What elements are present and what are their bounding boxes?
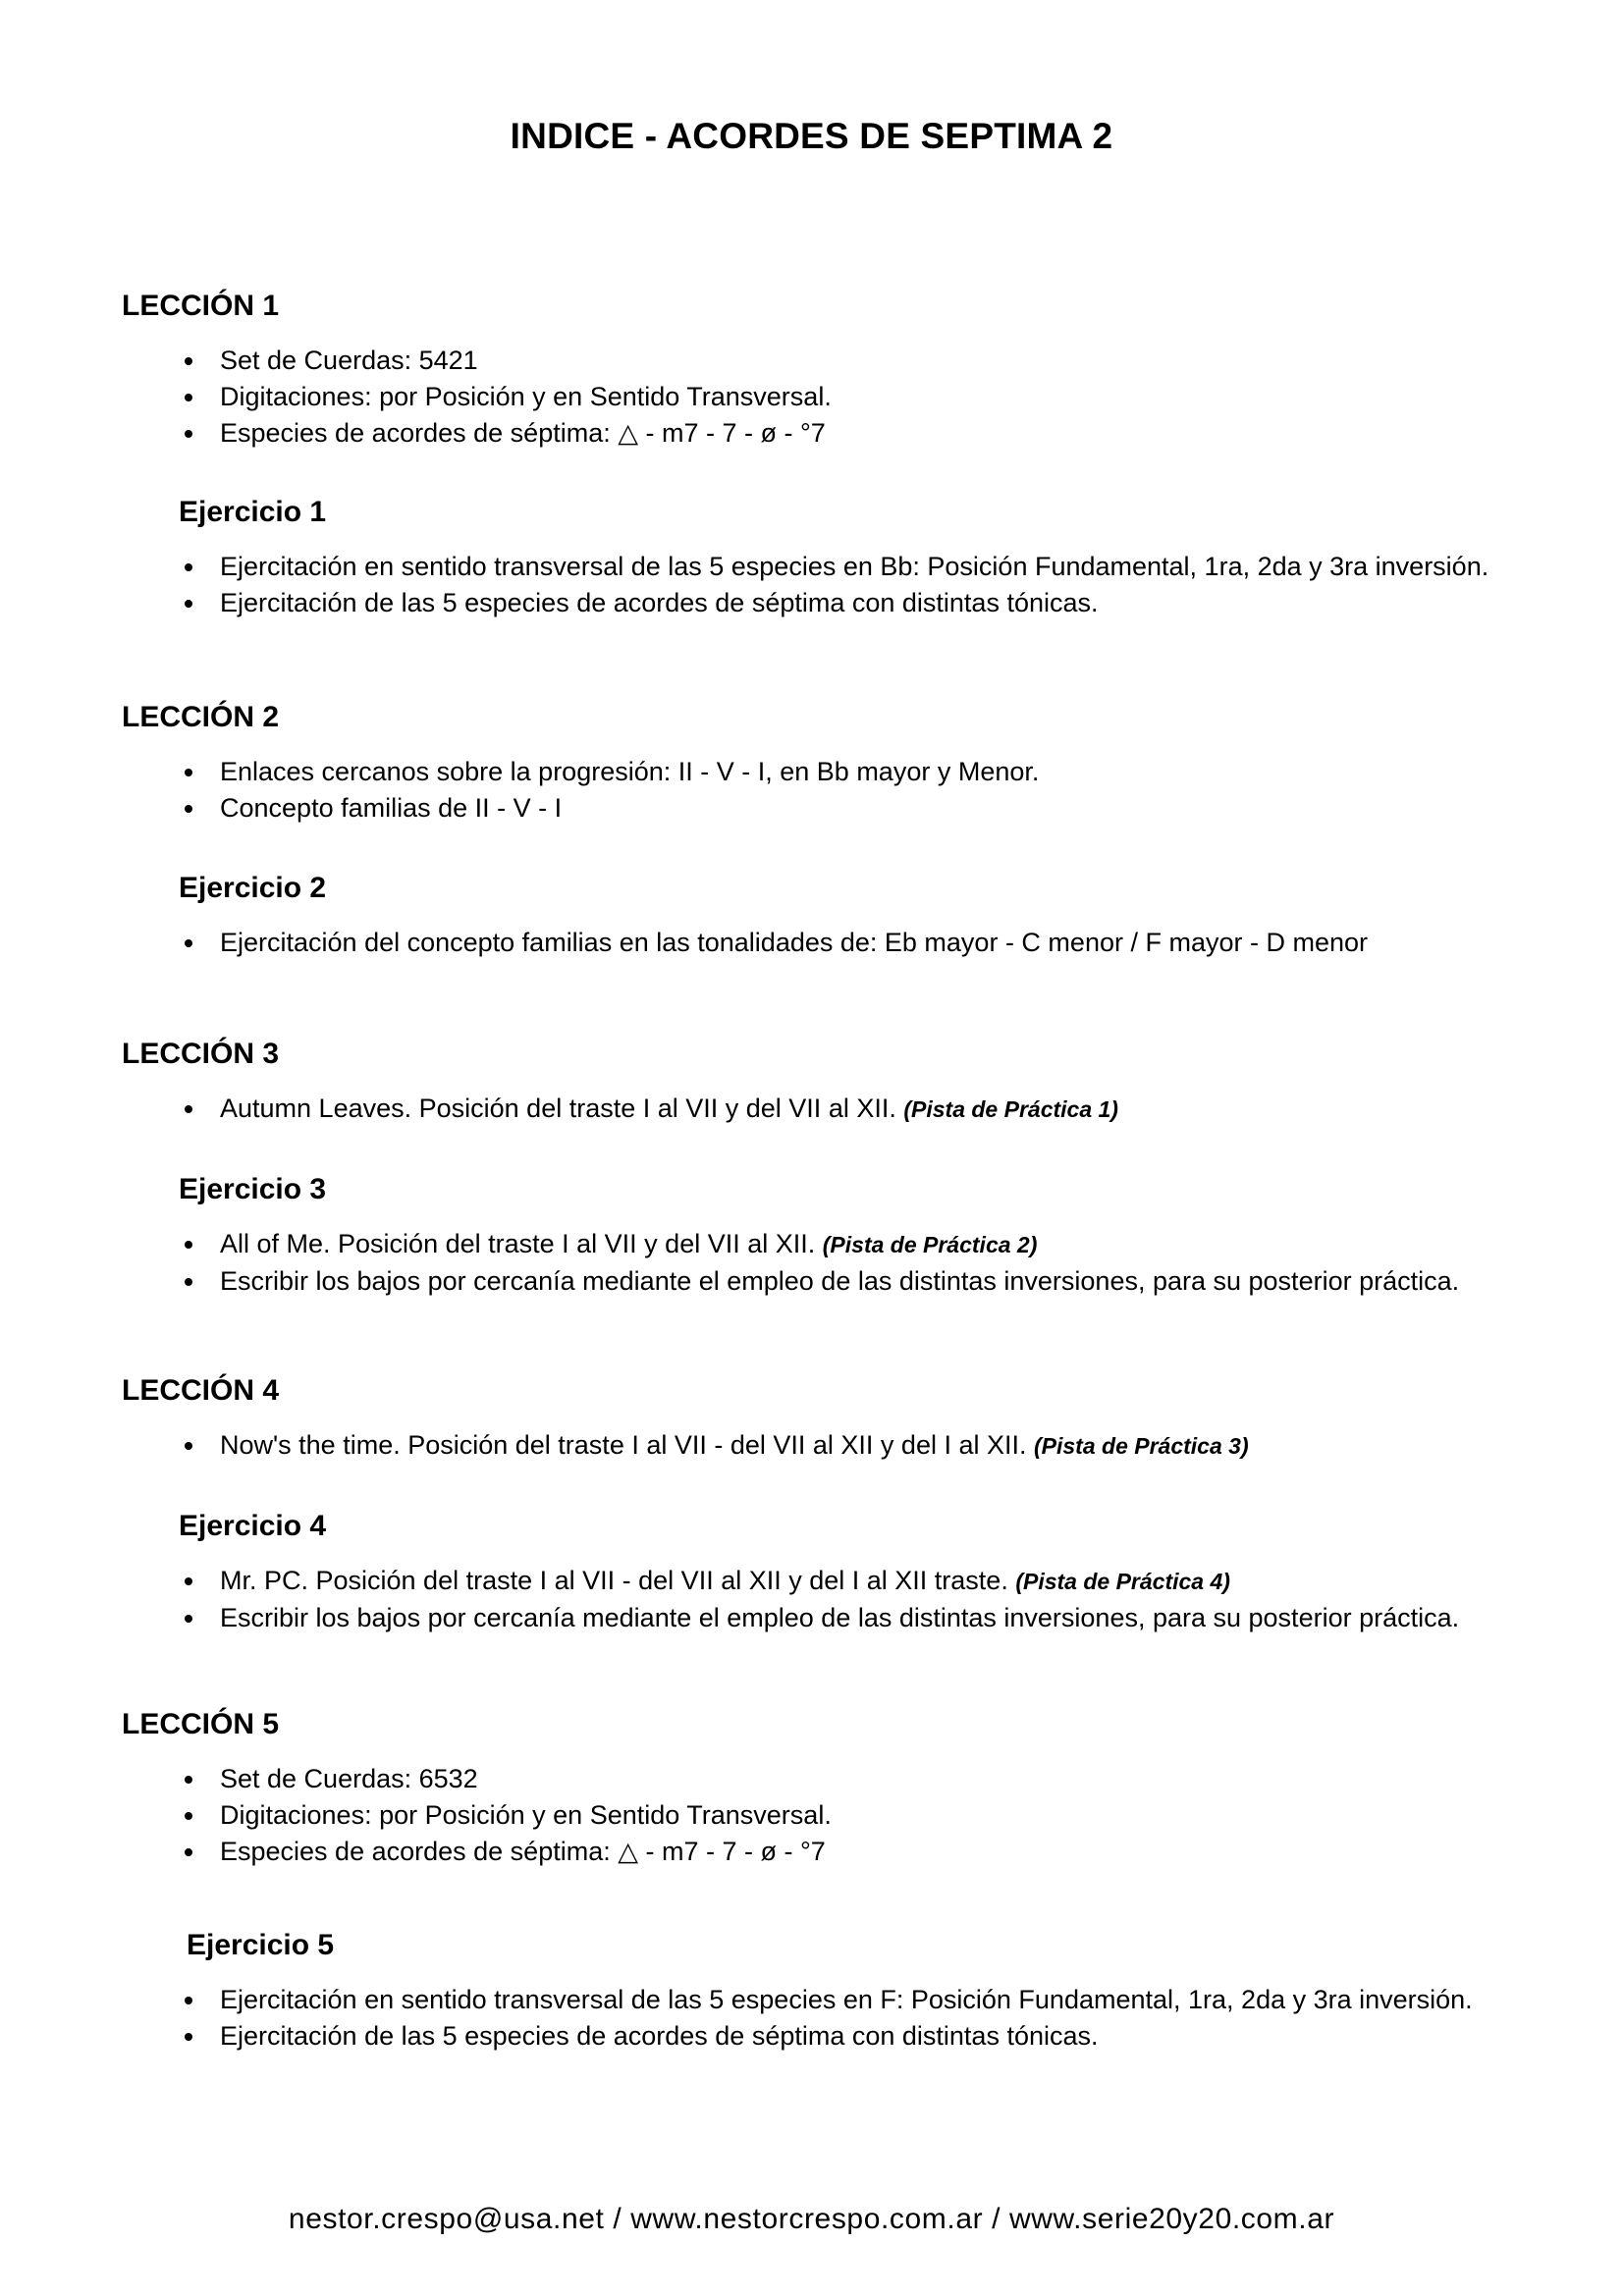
list-item: Ejercitación de las 5 especies de acordes de séptima con distintas tónicas. (177, 2018, 1473, 2055)
exercise-3-list (177, 1226, 1459, 1300)
lesson-1-list (177, 343, 832, 452)
list-item: Set de Cuerdas: 5421 (177, 343, 832, 379)
list-item: Enlaces cercanos sobre la progresión: II - V - I, en Bb mayor y Menor. (177, 754, 1039, 790)
practice-track-label: (Pista de Práctica 1) (903, 1096, 1118, 1122)
list-item: Ejercitación en sentido transversal de las 5 especies en F: Posición Fundamental, 1ra, 2da y 3ra inversión. (177, 1982, 1473, 2018)
exercise-4-heading: Ejercicio 4 (179, 1510, 327, 1542)
practice-track-label: (Pista de Práctica 4) (1015, 1569, 1230, 1594)
lesson-5-heading: LECCIÓN 5 (122, 1708, 280, 1740)
exercise-1-heading: Ejercicio 1 (179, 496, 327, 528)
list-item: Digitaciones: por Posición y en Sentido Transversal. (177, 1797, 832, 1834)
bullet-icon (185, 769, 192, 776)
exercise-5-list (177, 1982, 1473, 2055)
lesson-5-list (177, 1761, 832, 1870)
list-item: Concepto familias de II - V - I (177, 790, 1039, 827)
list-item: Ejercitación en sentido transversal de las 5 especies en Bb: Posición Fundamental, 1ra, 2da y 3ra inversión. (177, 549, 1488, 585)
lesson-3-heading: LECCIÓN 3 (122, 1038, 280, 1070)
exercise-3-heading: Ejercicio 3 (179, 1173, 327, 1205)
lesson-3-list (177, 1091, 1118, 1128)
bullet-icon (185, 1776, 192, 1784)
list-item: All of Me. Posición del traste I al VII y del VII al XII. (Pista de Práctica 2) (177, 1226, 1459, 1263)
list-item: Especies de acordes de séptima: △ - m7 - 7 - ø - °7 (177, 415, 832, 452)
bullet-icon (185, 1615, 192, 1623)
list-item: Escribir los bajos por cercanía mediante el empleo de las distintas inversiones, para su posterior práctica. (177, 1263, 1459, 1300)
list-item: Ejercitación de las 5 especies de acordes de séptima con distintas tónicas. (177, 585, 1488, 621)
bullet-icon (185, 1848, 192, 1856)
practice-track-label: (Pista de Práctica 2) (822, 1232, 1038, 1257)
bullet-icon (185, 1577, 192, 1585)
bullet-icon (185, 805, 192, 813)
list-item: Autumn Leaves. Posición del traste I al VII y del VII al XII. (Pista de Práctica 1) (177, 1091, 1118, 1128)
bullet-icon (185, 430, 192, 438)
list-item: Ejercitación del concepto familias en las tonalidades de: Eb mayor - C menor / F mayor - D menor (177, 925, 1368, 961)
lesson-2-heading: LECCIÓN 2 (122, 701, 280, 733)
bullet-icon (185, 563, 192, 571)
list-item: Set de Cuerdas: 6532 (177, 1761, 832, 1797)
page-footer-contact: nestor.crespo@usa.net / www.nestorcrespo.com.ar / www.serie20y20.com.ar (288, 2203, 1335, 2235)
bullet-icon (185, 1812, 192, 1820)
bullet-icon (185, 939, 192, 947)
bullet-icon (185, 1997, 192, 2004)
exercise-4-list (177, 1563, 1459, 1636)
lesson-2-list (177, 754, 1039, 827)
list-item: Mr. PC. Posición del traste I al VII - del VII al XII y del I al XII traste. (Pista de Práctica 4) (177, 1563, 1459, 1600)
bullet-icon (185, 1105, 192, 1113)
bullet-icon (185, 1241, 192, 1249)
list-item: Escribir los bajos por cercanía mediante el empleo de las distintas inversiones, para su posterior práctica. (177, 1600, 1459, 1636)
bullet-icon (185, 2033, 192, 2041)
exercise-2-heading: Ejercicio 2 (179, 872, 327, 904)
list-item: Digitaciones: por Posición y en Sentido Transversal. (177, 379, 832, 415)
bullet-icon (185, 600, 192, 608)
list-item: Especies de acordes de séptima: △ - m7 - 7 - ø - °7 (177, 1834, 832, 1870)
exercise-2-list (177, 925, 1368, 961)
bullet-icon (185, 394, 192, 401)
lesson-4-list (177, 1427, 1249, 1465)
list-item: Now's the time. Posición del traste I al VII - del VII al XII y del I al XII. (Pista de Práctica 3) (177, 1427, 1249, 1465)
exercise-1-list (177, 549, 1488, 621)
bullet-icon (185, 1278, 192, 1286)
practice-track-label: (Pista de Práctica 3) (1034, 1433, 1249, 1459)
lesson-4-heading: LECCIÓN 4 (122, 1374, 280, 1407)
bullet-icon (185, 357, 192, 365)
exercise-5-heading: Ejercicio 5 (187, 1929, 335, 1961)
page-title: INDICE - ACORDES DE SEPTIMA 2 (510, 116, 1113, 156)
lesson-1-heading: LECCIÓN 1 (122, 290, 280, 322)
bullet-icon (185, 1442, 192, 1450)
